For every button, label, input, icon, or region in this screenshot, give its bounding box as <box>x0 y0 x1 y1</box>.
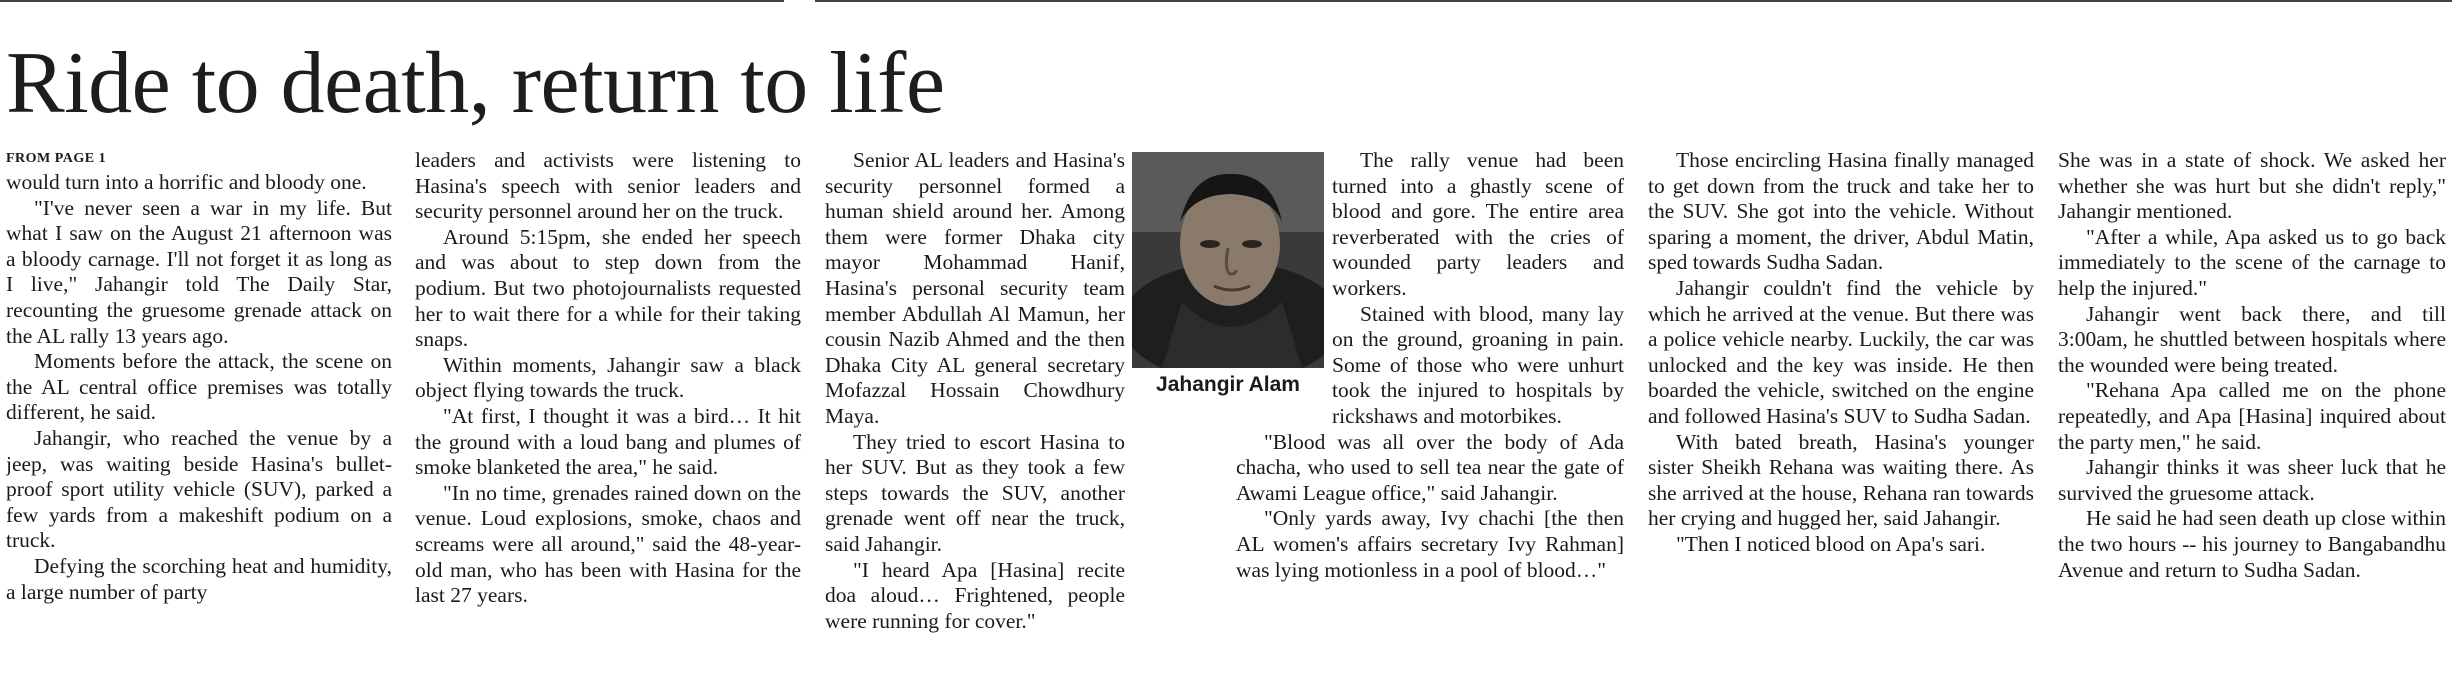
article-column-4 <box>1236 148 1624 693</box>
paragraph: "Then I noticed blood on Apa's sari. <box>1676 531 1986 556</box>
paragraph: leaders and activists were listening to Hasina's speech with senior leaders and security personnel around her on the truck. <box>415 148 801 224</box>
paragraph: They tried to escort Hasina to her SUV. But as they took a few steps towards the SUV, another grenade went off near the truck, said Jahangir. <box>825 429 1125 556</box>
paragraph: Senior AL leaders and Hasina's security personnel formed a human shield around her. Among them were former Dhaka city mayor Mohammad Hanif, Hasina's personal security team member Abdullah Al Mamun, her cousin Nazib Ahmed and the then Dhaka City AL general secretary Mofazzal Hossain Chowdhury Maya. <box>825 148 1125 428</box>
paragraph: "I've never seen a war in my life. But what I saw on the August 21 afternoon was a bloody carnage. I'll not forget it as long as I live," Jahangir told The Daily Star, recounting the gruesome grenade attack on the AL rally 13 years ago. <box>6 195 392 348</box>
article-column-2 <box>415 148 801 693</box>
paragraph: "I heard Apa [Hasina] recite doa aloud… Frightened, people were running for cover." <box>825 557 1125 633</box>
top-rule-right <box>815 0 2452 2</box>
paragraph: "After a while, Apa asked us to go back immediately to the scene of the carnage to help the injured." <box>2058 224 2446 300</box>
paragraph: Defying the scorching heat and humidity, a large number of party <box>6 553 392 604</box>
paragraph: "At first, I thought it was a bird… It hit the ground with a loud bang and plumes of smoke blanketed the area," he said. <box>415 403 801 480</box>
paragraph: Jahangir thinks it was sheer luck that he survived the gruesome attack. <box>2058 455 2446 505</box>
top-rule-left <box>0 0 784 2</box>
article-column-6 <box>2058 148 2446 693</box>
photo-wrap-spacer <box>1236 148 1332 418</box>
article-column-5 <box>1648 148 2034 693</box>
paragraph: "Only yards away, Ivy chachi [the then AL women's affairs secretary Ivy Rahman] was lying motionless in a pool of blood…" <box>1236 506 1624 582</box>
paragraph: Within moments, Jahangir saw a black object flying towards the truck. <box>415 352 801 403</box>
paragraph: Jahangir went back there, and till 3:00am, he shuttled between hospitals where the wounded were being treated. <box>2058 301 2446 377</box>
paragraph: "Blood was all over the body of Ada chacha, who used to sell tea near the gate of Awami League office," said Jahangir. <box>1236 429 1624 505</box>
kicker-label: FROM PAGE 1 <box>6 151 107 166</box>
paragraph: He said he had seen death up close within the two hours -- his journey to Bangabandhu Avenue and return to Sudha Sadan. <box>2058 506 2446 582</box>
article-column-1 <box>6 148 392 693</box>
paragraph: With bated breath, Hasina's younger sister Sheikh Rehana was waiting there. As she arrived at the house, Rehana ran towards her crying and hugged her, said Jahangir. <box>1648 429 2034 531</box>
paragraph: Those encircling Hasina finally managed to get down from the truck and take her to the SUV. She got into the vehicle. Without sparing a moment, the driver, Abdul Matin, sped towards Sudha Sadan. <box>1648 148 2034 275</box>
paragraph: She was in a state of shock. We asked her whether she was hurt but she didn't reply," Jahangir mentioned. <box>2058 148 2446 224</box>
paragraph: Stained with blood, many lay on the ground, groaning in pain. Some of those who were unhurt took the injured to hospitals by rickshaws and motorbikes. <box>1332 301 1624 428</box>
photo-caption: Jahangir Alam <box>1156 373 1300 396</box>
article-headline: Ride to death, return to life <box>6 35 945 132</box>
paragraph: "In no time, grenades rained down on the venue. Loud explosions, smoke, chaos and screams were all around," said the 48-year-old man, who has been with Hasina for the last 27 years. <box>415 480 801 608</box>
paragraph: Jahangir, who reached the venue by a jeep, was waiting beside Hasina's bullet-proof sport utility vehicle (SUV), parked a few yards from a makeshift podium on a truck. <box>6 425 392 553</box>
paragraph: Jahangir couldn't find the vehicle by which he arrived at the venue. But there was a police vehicle nearby. Luckily, the car was unlocked and the key was inside. He then boarded the vehicle, switched on the engine and followed Hasina's SUV to Sudha Sadan. <box>1648 275 2034 428</box>
paragraph: "Rehana Apa called me on the phone repeatedly, and Apa [Hasina] inquired about the party men," he said. <box>2058 378 2446 454</box>
paragraph: Moments before the attack, the scene on the AL central office premises was totally different, he said. <box>6 349 392 425</box>
paragraph: The rally venue had been turned into a ghastly scene of blood and gore. The entire area reverberated with the cries of wounded party leaders and workers. <box>1332 148 1624 300</box>
paragraph: Around 5:15pm, she ended her speech and was about to step down from the podium. But two photojournalists requested her to wait there for a while for their taking snaps. <box>415 224 801 352</box>
article-column-3 <box>825 148 1125 693</box>
paragraph: would turn into a horrific and bloody one. <box>6 170 367 194</box>
